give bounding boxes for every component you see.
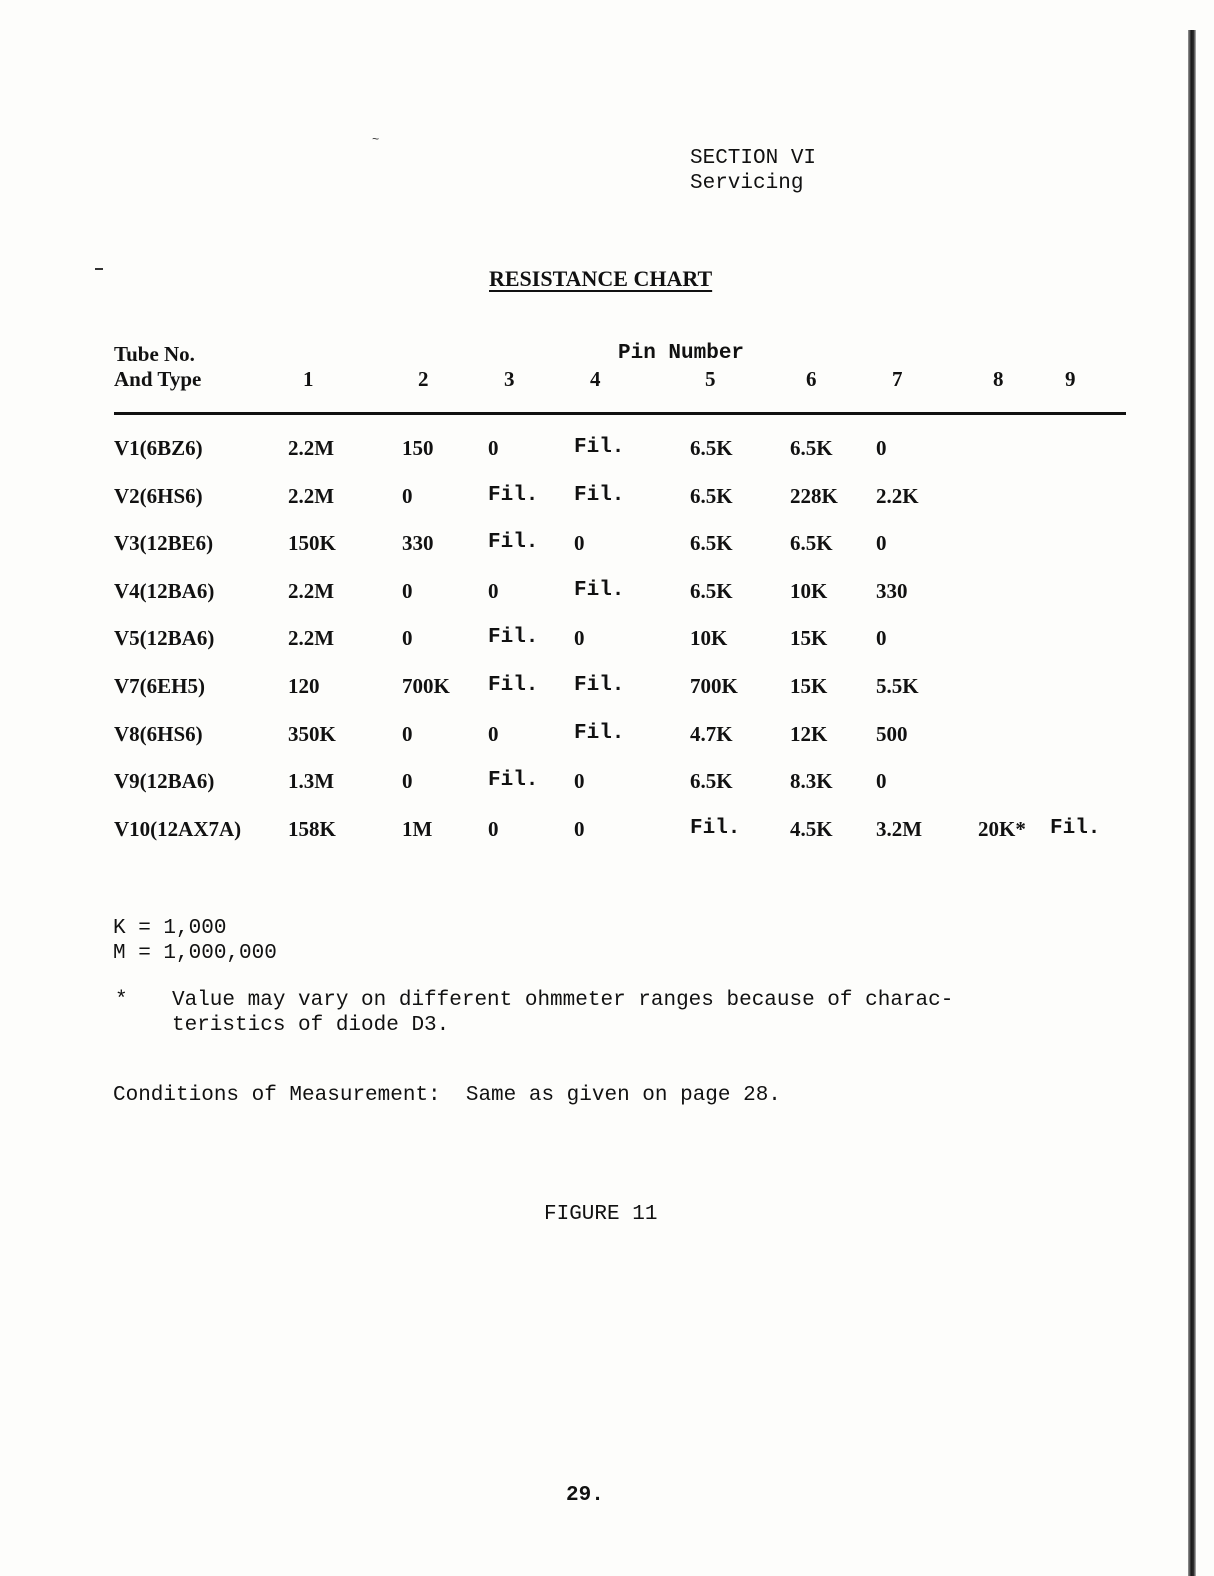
pin-number-group-label: Pin Number (618, 342, 745, 365)
footnote-asterisk: * (115, 989, 128, 1012)
pin-header-8: 8 (993, 367, 1004, 391)
pin-5-cell: 6.5K (690, 436, 733, 460)
measurement-conditions: Conditions of Measurement: Same as given on page 28. (113, 1084, 781, 1107)
tube-cell: V5(12BA6) (114, 626, 215, 650)
pin-1-cell: 120 (288, 674, 320, 698)
pin-4-cell: Fil. (574, 722, 625, 745)
tube-cell: V9(12BA6) (114, 769, 215, 793)
pin-3-cell: Fil. (488, 484, 539, 507)
pin-6-cell: 8.3K (790, 769, 833, 793)
footnote-line-2: teristics of diode D3. (172, 1014, 450, 1037)
pin-header-4: 4 (590, 367, 601, 391)
pin-3-cell: Fil. (488, 769, 539, 792)
margin-mark (95, 268, 103, 270)
pin-1-cell: 2.2M (288, 579, 335, 603)
tube-cell: V8(6HS6) (114, 722, 203, 746)
tube-cell: V3(12BE6) (114, 531, 214, 555)
pin-header-1: 1 (303, 367, 314, 391)
pin-2-cell: 0 (402, 579, 413, 603)
pin-3-cell: Fil. (488, 626, 539, 649)
pin-7-cell: 330 (876, 579, 908, 603)
pin-7-cell: 3.2M (876, 817, 923, 841)
pin-5-cell: 6.5K (690, 484, 733, 508)
pin-4-cell: 0 (574, 531, 585, 555)
pin-7-cell: 0 (876, 769, 887, 793)
pin-1-cell: 350K (288, 722, 336, 746)
section-subtitle: Servicing (690, 172, 804, 195)
tube-header-line1: Tube No. (114, 342, 195, 366)
pin-header-3: 3 (504, 367, 515, 391)
pin-4-cell: 0 (574, 817, 585, 841)
ink-speck: ~ (372, 133, 380, 147)
tube-header-line2: And Type (114, 367, 202, 391)
pin-5-cell: 4.7K (690, 722, 733, 746)
tube-cell: V4(12BA6) (114, 579, 215, 603)
pin-6-cell: 12K (790, 722, 828, 746)
pin-4-cell: Fil. (574, 484, 625, 507)
pin-3-cell: 0 (488, 817, 499, 841)
section-title: SECTION VI (690, 147, 817, 170)
chart-title: RESISTANCE CHART (489, 266, 713, 291)
header-rule (114, 412, 1126, 415)
pin-2-cell: 1M (402, 817, 433, 841)
section-header (690, 146, 816, 196)
page-number: 29. (566, 1484, 604, 1507)
pin-2-cell: 0 (402, 722, 413, 746)
tube-cell: V10(12AX7A) (114, 817, 242, 841)
pin-7-cell: 500 (876, 722, 908, 746)
pin-4-cell: 0 (574, 769, 585, 793)
pin-6-cell: 6.5K (790, 436, 833, 460)
pin-3-cell: 0 (488, 722, 499, 746)
pin-6-cell: 4.5K (790, 817, 833, 841)
pin-4-cell: Fil. (574, 579, 625, 602)
pin-2-cell: 700K (402, 674, 450, 698)
pin-1-cell: 2.2M (288, 626, 335, 650)
pin-header-5: 5 (705, 367, 716, 391)
pin-2-cell: 0 (402, 484, 413, 508)
pin-7-cell: 5.5K (876, 674, 919, 698)
pin-7-cell: 2.2K (876, 484, 919, 508)
pin-1-cell: 150K (288, 531, 336, 555)
pin-2-cell: 150 (402, 436, 434, 460)
pin-4-cell: Fil. (574, 674, 625, 697)
pin-5-cell: 10K (690, 626, 728, 650)
pin-header-7: 7 (892, 367, 903, 391)
pin-header-2: 2 (418, 367, 429, 391)
pin-7-cell: 0 (876, 626, 887, 650)
pin-6-cell: 6.5K (790, 531, 833, 555)
pin-3-cell: Fil. (488, 531, 539, 554)
pin-5-cell: 6.5K (690, 579, 733, 603)
pin-1-cell: 158K (288, 817, 336, 841)
figure-label: FIGURE 11 (544, 1203, 658, 1226)
pin-1-cell: 1.3M (288, 769, 335, 793)
pin-6-cell: 15K (790, 674, 828, 698)
pin-4-cell: 0 (574, 626, 585, 650)
pin-6-cell: 228K (790, 484, 838, 508)
pin-header-9: 9 (1065, 367, 1076, 391)
pin-2-cell: 0 (402, 626, 413, 650)
pin-4-cell: Fil. (574, 436, 625, 459)
pin-3-cell: 0 (488, 579, 499, 603)
pin-6-cell: 10K (790, 579, 828, 603)
pin-3-cell: 0 (488, 436, 499, 460)
pin-5-cell: Fil. (690, 817, 741, 840)
pin-2-cell: 0 (402, 769, 413, 793)
tube-cell: V7(6EH5) (114, 674, 205, 698)
unit-k-definition: K = 1,000 (113, 917, 227, 940)
pin-2-cell: 330 (402, 531, 434, 555)
footnote-line-1: Value may vary on different ohmmeter ranges because of charac- (172, 989, 954, 1012)
pin-header-6: 6 (806, 367, 817, 391)
pin-6-cell: 15K (790, 626, 828, 650)
pin-3-cell: Fil. (488, 674, 539, 697)
pin-7-cell: 0 (876, 531, 887, 555)
unit-m-definition: M = 1,000,000 (113, 942, 277, 965)
pin-8-cell: 20K* (978, 817, 1026, 841)
pin-7-cell: 0 (876, 436, 887, 460)
pin-1-cell: 2.2M (288, 484, 335, 508)
pin-5-cell: 700K (690, 674, 738, 698)
pin-5-cell: 6.5K (690, 769, 733, 793)
tube-cell: V1(6BZ6) (114, 436, 203, 460)
pin-1-cell: 2.2M (288, 436, 335, 460)
pin-5-cell: 6.5K (690, 531, 733, 555)
page-binding-edge (1188, 30, 1196, 1576)
pin-9-cell: Fil. (1050, 817, 1101, 840)
tube-cell: V2(6HS6) (114, 484, 203, 508)
